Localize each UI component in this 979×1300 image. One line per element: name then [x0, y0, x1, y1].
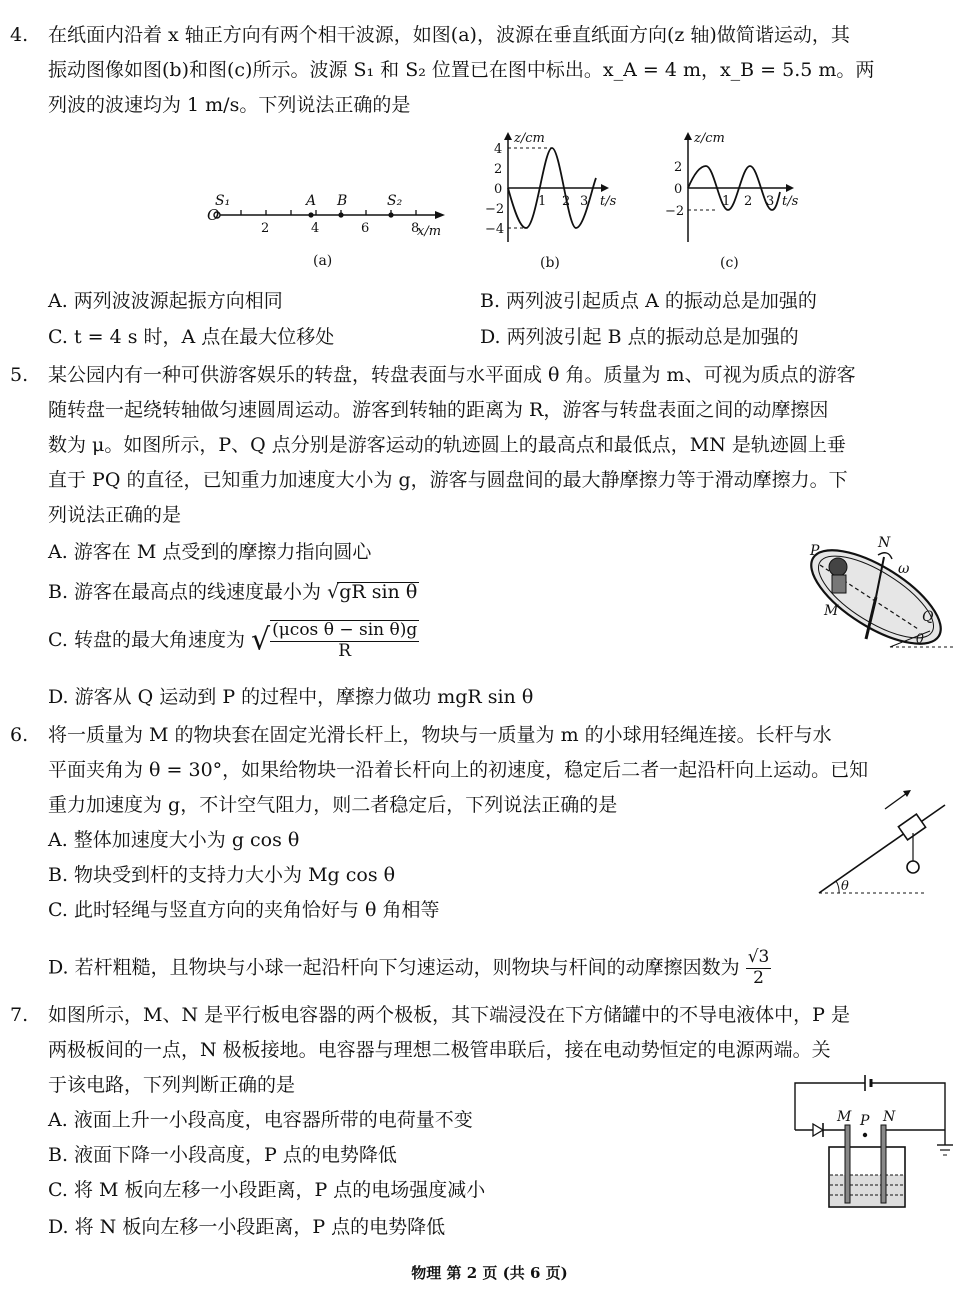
q6-option-c: C. 此时轻绳与竖直方向的夹角恰好与 θ 角相等 [48, 899, 440, 921]
q5-option-b-text: B. 游客在最高点的线速度最小为 [48, 581, 322, 603]
q6-option-b: B. 物块受到杆的支持力大小为 Mg cos θ [48, 864, 396, 886]
q5-number: 5. [10, 364, 29, 386]
fig7-label-n: N [883, 1109, 896, 1125]
fig-a-s1: S₁ [215, 193, 231, 209]
q4-option-c: C. t = 4 s 时，A 点在最大位移处 [48, 326, 335, 348]
fig-c-caption: (c) [720, 255, 739, 271]
fig-a-origin: O [207, 206, 220, 224]
fig-a-tick: 6 [361, 221, 370, 236]
fig-c-xtick: 2 [744, 194, 753, 209]
fig-c-xlabel: t/s [782, 194, 799, 209]
fig5-label-q: Q [922, 609, 934, 625]
q4-option-b: B. 两列波引起质点 A 的振动总是加强的 [480, 290, 817, 312]
figure-turntable [790, 535, 960, 665]
fig7-label-p: P [860, 1113, 870, 1129]
fig-a-caption: (a) [313, 253, 333, 269]
q6-line-2: 平面夹角为 θ = 30°，如果给物块一沿着长杆向上的初速度，稳定后二者一起沿杆向上运动。已知 [48, 759, 869, 781]
figure-c-wave-graph [648, 130, 808, 275]
q5-option-c: C. 转盘的最大角速度为 √ $\frac{\text{(μcos θ − sin θ)g}}{R}$ [48, 620, 418, 661]
q4-number: 4. [10, 24, 29, 46]
fig-c-xtick: 3 [766, 194, 775, 209]
fig-b-ylabel: z/cm [514, 131, 545, 146]
fig-a-tick: 2 [261, 221, 270, 236]
fig7-label-m: M [837, 1109, 852, 1125]
fig-c-ylabel: z/cm [694, 131, 725, 146]
q5-line-1: 某公园内有一种可供游客娱乐的转盘，转盘表面与水平面成 θ 角。质量为 m、可视为质点的游客 [48, 364, 856, 386]
q5-option-b: B. 游客在最高点的线速度最小为 √gR sin θ [48, 581, 418, 603]
fig-a-tick: 4 [311, 221, 320, 236]
fig6-label-theta: θ [841, 879, 849, 894]
fig-b-ytick: 4 [494, 142, 503, 157]
q6-option-d-numerator: √3 [747, 947, 770, 967]
q7-line-3: 于该电路，下列判断正确的是 [48, 1074, 296, 1096]
fig-c-ytick: 2 [674, 160, 683, 175]
q6-number: 6. [10, 724, 29, 746]
fig-b-caption: (b) [540, 255, 560, 271]
q7-option-a: A. 液面上升一小段高度，电容器所带的电荷量不变 [48, 1109, 473, 1131]
fig-b-xtick: 3 [580, 194, 589, 209]
page-footer: 物理 第 2 页 (共 6 页) [411, 1264, 568, 1282]
fig-a-pointA: A [306, 193, 317, 209]
fig-a-s2: S₂ [387, 193, 403, 209]
figure-capacitor-circuit [785, 1075, 960, 1220]
q6-option-d-fraction [746, 948, 772, 988]
q7-line-1: 如图所示，M、N 是平行板电容器的两个极板，其下端浸没在下方储罐中的不导电液体中，P 是 [48, 1004, 850, 1026]
q6-line-1: 将一质量为 M 的物块套在固定光滑长杆上，物块与一质量为 m 的小球用轻绳连接。长杆与水 [48, 724, 832, 746]
fig5-label-p: P [810, 543, 820, 559]
fig-b-xlabel: t/s [600, 194, 617, 209]
fig5-label-omega: ω [898, 561, 910, 577]
q5-line-4: 直于 PQ 的直径，已知重力加速度大小为 g，游客与圆盘间的最大静摩擦力等于滑动摩擦力。下 [48, 469, 848, 491]
q4-line-1: 在纸面内沿着 x 轴正方向有两个相干波源，如图(a)，波源在垂直纸面方向(z 轴)做简谐运动，其 [48, 24, 850, 46]
q4-option-d: D. 两列波引起 B 点的振动总是加强的 [480, 326, 799, 348]
fig-b-ytick: −2 [485, 202, 505, 217]
fig-b-xtick: 1 [538, 194, 547, 209]
fig-a-tick: 8 [411, 221, 420, 236]
fig-a-axis-label: x/m [417, 224, 442, 239]
fig-c-ytick: 0 [674, 182, 683, 197]
q5-line-2: 随转盘一起绕转轴做匀速圆周运动。游客到转轴的距离为 R，游客与转盘表面之间的动摩擦因 [48, 399, 829, 421]
q5-option-c-numerator: (μcos θ − sin θ)g [272, 620, 418, 640]
fig-b-ytick: −4 [485, 222, 505, 237]
figure-b-wave-graph [468, 130, 628, 275]
q6-option-a: A. 整体加速度大小为 g cos θ [48, 829, 300, 851]
fig-a-pointB: B [337, 193, 348, 209]
q6-option-d [48, 948, 771, 988]
q5-option-c-denominator: R [338, 640, 352, 661]
fig5-label-n: N [878, 535, 891, 551]
fig-c-xtick: 1 [722, 194, 731, 209]
figure-a-number-line [195, 185, 455, 275]
q7-number: 7. [10, 1004, 29, 1026]
q5-option-b-radicand: gR sin θ [339, 581, 418, 603]
q5-line-5: 列说法正确的是 [48, 504, 182, 526]
q6-option-d-text: D. 若杆粗糙，且物块与小球一起沿杆向下匀速运动，则物块与杆间的动摩擦因数为 [48, 956, 740, 979]
q7-line-2: 两极板间的一点，N 极板接地。电容器与理想二极管串联后，接在电动势恒定的电源两端。关 [48, 1039, 831, 1061]
q5-option-c-text: C. 转盘的最大角速度为 [48, 629, 245, 652]
q5-option-d: D. 游客从 Q 运动到 P 的过程中，摩擦力做功 mgR sin θ [48, 686, 534, 708]
q4-line-2: 振动图像如图(b)和图(c)所示。波源 S₁ 和 S₂ 位置已在图中标出。x_A = 4 m，x_B = 5.5 m。两 [48, 59, 875, 81]
fig-b-ytick: 2 [494, 162, 503, 177]
fig-b-ytick: 0 [494, 182, 503, 197]
fig5-label-theta: θ [916, 632, 924, 647]
fig-c-ytick: −2 [665, 204, 685, 219]
q5-option-c-fraction [270, 620, 419, 661]
fig-b-xtick: 2 [562, 194, 571, 209]
figure-incline-rod [805, 775, 955, 905]
q5-option-a: A. 游客在 M 点受到的摩擦力指向圆心 [48, 541, 372, 563]
q7-option-c: C. 将 M 板向左移一小段距离，P 点的电场强度减小 [48, 1179, 486, 1201]
q7-option-d: D. 将 N 板向左移一小段距离，P 点的电势降低 [48, 1216, 446, 1238]
fig5-label-m: M [824, 603, 839, 619]
q7-option-b: B. 液面下降一小段高度，P 点的电势降低 [48, 1144, 397, 1166]
q4-line-3: 列波的波速均为 1 m/s。下列说法正确的是 [48, 94, 411, 116]
q6-option-d-denominator: 2 [753, 967, 764, 988]
q6-line-3: 重力加速度为 g，不计空气阻力，则二者稳定后，下列说法正确的是 [48, 794, 618, 816]
q5-line-3: 数为 μ。如图所示，P、Q 点分别是游客运动的轨迹圆上的最高点和最低点，MN 是轨迹圆上垂 [48, 434, 846, 456]
q4-option-a: A. 两列波波源起振方向相同 [48, 290, 283, 312]
